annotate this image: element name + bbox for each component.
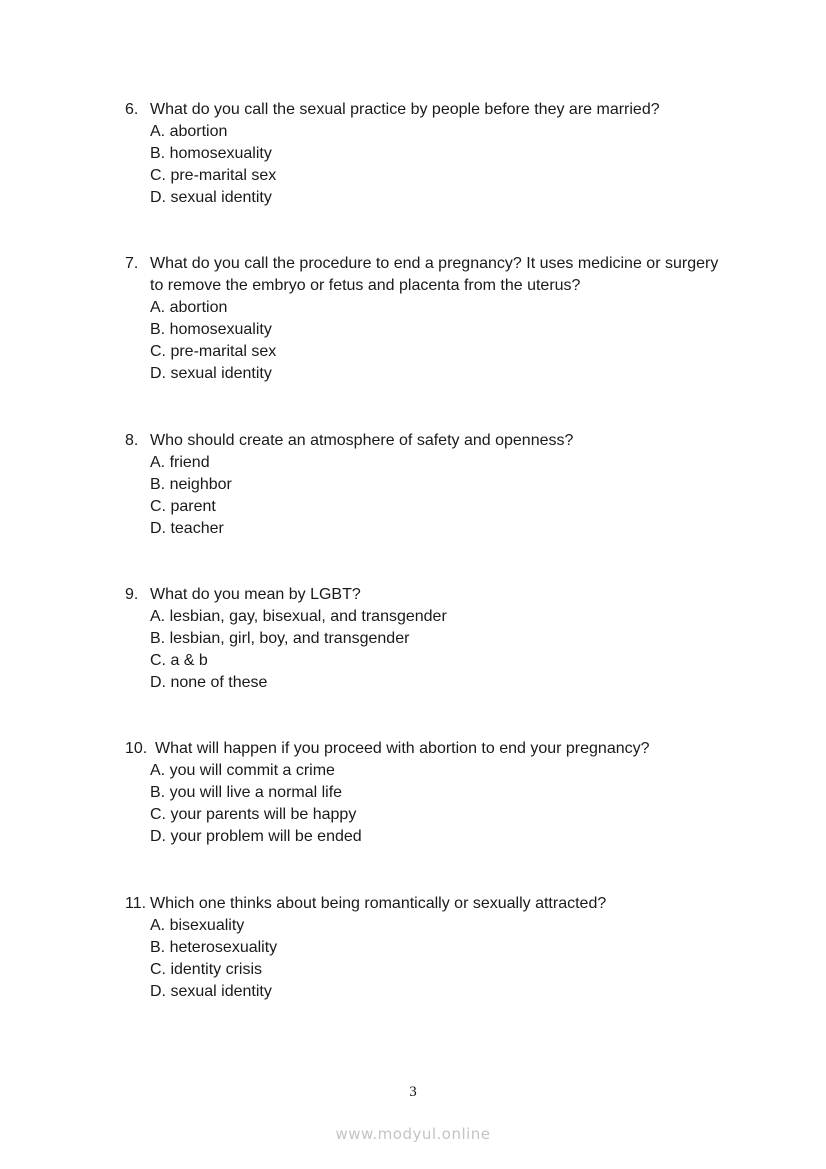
option-d: D. none of these xyxy=(150,674,268,691)
question-text-continued: to remove the embryo or fetus and placenta from the uterus? xyxy=(150,277,581,294)
question-text: What do you mean by LGBT? xyxy=(150,586,361,603)
option-a: A. abortion xyxy=(150,299,228,316)
option-d: D. sexual identity xyxy=(150,189,272,206)
option-b: B. homosexuality xyxy=(150,145,272,162)
option-a: A. abortion xyxy=(150,123,228,140)
option-b: B. neighbor xyxy=(150,476,232,493)
option-b: B. you will live a normal life xyxy=(150,784,343,801)
question-text: What do you call the sexual practice by people before they are married? xyxy=(150,101,660,118)
question-number: 11. xyxy=(125,895,147,912)
question-number: 10. xyxy=(125,740,148,757)
option-d: D. teacher xyxy=(150,520,224,537)
question-number: 8. xyxy=(125,432,139,449)
option-c: C. parent xyxy=(150,498,216,515)
option-b: B. lesbian, girl, boy, and transgender xyxy=(150,630,410,647)
option-a: A. bisexuality xyxy=(150,917,245,934)
watermark: www.modyul.online xyxy=(335,1125,491,1143)
option-d: D. sexual identity xyxy=(150,983,272,1000)
option-a: A. you will commit a crime xyxy=(150,762,335,779)
question-text: Who should create an atmosphere of safety and openness? xyxy=(150,432,574,449)
option-c: C. a & b xyxy=(150,652,208,669)
question-text: Which one thinks about being romantically or sexually attracted? xyxy=(150,895,607,912)
question-number: 6. xyxy=(125,101,139,118)
option-a: A. friend xyxy=(150,454,210,471)
option-b: B. heterosexuality xyxy=(150,939,278,956)
option-c: C. your parents will be happy xyxy=(150,806,357,823)
option-d: D. your problem will be ended xyxy=(150,828,362,845)
option-a: A. lesbian, gay, bisexual, and transgender xyxy=(150,608,447,625)
option-c: C. pre-marital sex xyxy=(150,343,277,360)
option-c: C. identity crisis xyxy=(150,961,263,978)
option-c: C. pre-marital sex xyxy=(150,167,277,184)
question-number: 9. xyxy=(125,586,139,603)
question-text: What do you call the procedure to end a pregnancy? It uses medicine or surgery xyxy=(150,255,719,272)
question-number: 7. xyxy=(125,255,139,272)
option-b: B. homosexuality xyxy=(150,321,272,338)
page-number: 3 xyxy=(409,1084,417,1100)
option-d: D. sexual identity xyxy=(150,365,272,382)
question-text: What will happen if you proceed with abortion to end your pregnancy? xyxy=(155,740,650,757)
